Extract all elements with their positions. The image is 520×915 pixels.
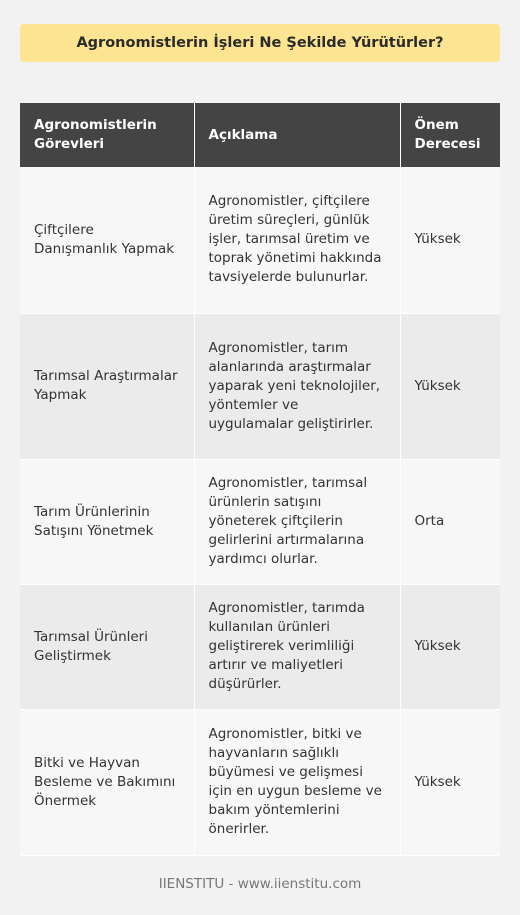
description-cell: Agronomistler, tarımsal ürünlerin satışını yöneterek çiftçilerin gelirlerini artırmalarına yardımcı olurlar. [194, 459, 400, 584]
table-row [20, 459, 500, 584]
page-title: Agronomistlerin İşleri Ne Şekilde Yürütürler? [20, 24, 500, 62]
task-cell: Tarımsal Araştırmalar Yapmak [20, 313, 194, 459]
table-header-row [20, 103, 500, 167]
description-cell: Agronomistler, tarımda kullanılan ürünleri geliştirerek verimliliği artırır ve maliyetleri düşürürler. [194, 584, 400, 709]
importance-cell: Yüksek [400, 167, 500, 313]
task-cell: Bitki ve Hayvan Besleme ve Bakımını Önermek [20, 709, 194, 855]
importance-cell: Yüksek [400, 584, 500, 709]
task-cell: Çiftçilere Danışmanlık Yapmak [20, 167, 194, 313]
header-tasks: Agronomistlerin Görevleri [20, 103, 194, 167]
table-row [20, 584, 500, 709]
description-cell: Agronomistler, tarım alanlarında araştırmalar yaparak yeni teknolojiler, yöntemler ve uygulamalar geliştirirler. [194, 313, 400, 459]
tasks-table [20, 103, 500, 856]
footer-credit: IIENSTITU - www.iienstitu.com [158, 876, 362, 892]
importance-cell: Yüksek [400, 313, 500, 459]
table-row [20, 313, 500, 459]
table-row [20, 167, 500, 313]
importance-cell: Yüksek [400, 709, 500, 855]
task-cell: Tarım Ürünlerinin Satışını Yönetmek [20, 459, 194, 584]
description-cell: Agronomistler, çiftçilere üretim süreçleri, günlük işler, tarımsal üretim ve toprak yönetimi hakkında tavsiyelerde bulunurlar. [194, 167, 400, 313]
header-description: Açıklama [194, 103, 400, 167]
table-row [20, 709, 500, 855]
task-cell: Tarımsal Ürünleri Geliştirmek [20, 584, 194, 709]
header-importance: Önem Derecesi [400, 103, 500, 167]
description-cell: Agronomistler, bitki ve hayvanların sağlıklı büyümesi ve gelişmesi için en uygun besleme ve bakım yöntemlerini önerirler. [194, 709, 400, 855]
importance-cell: Orta [400, 459, 500, 584]
